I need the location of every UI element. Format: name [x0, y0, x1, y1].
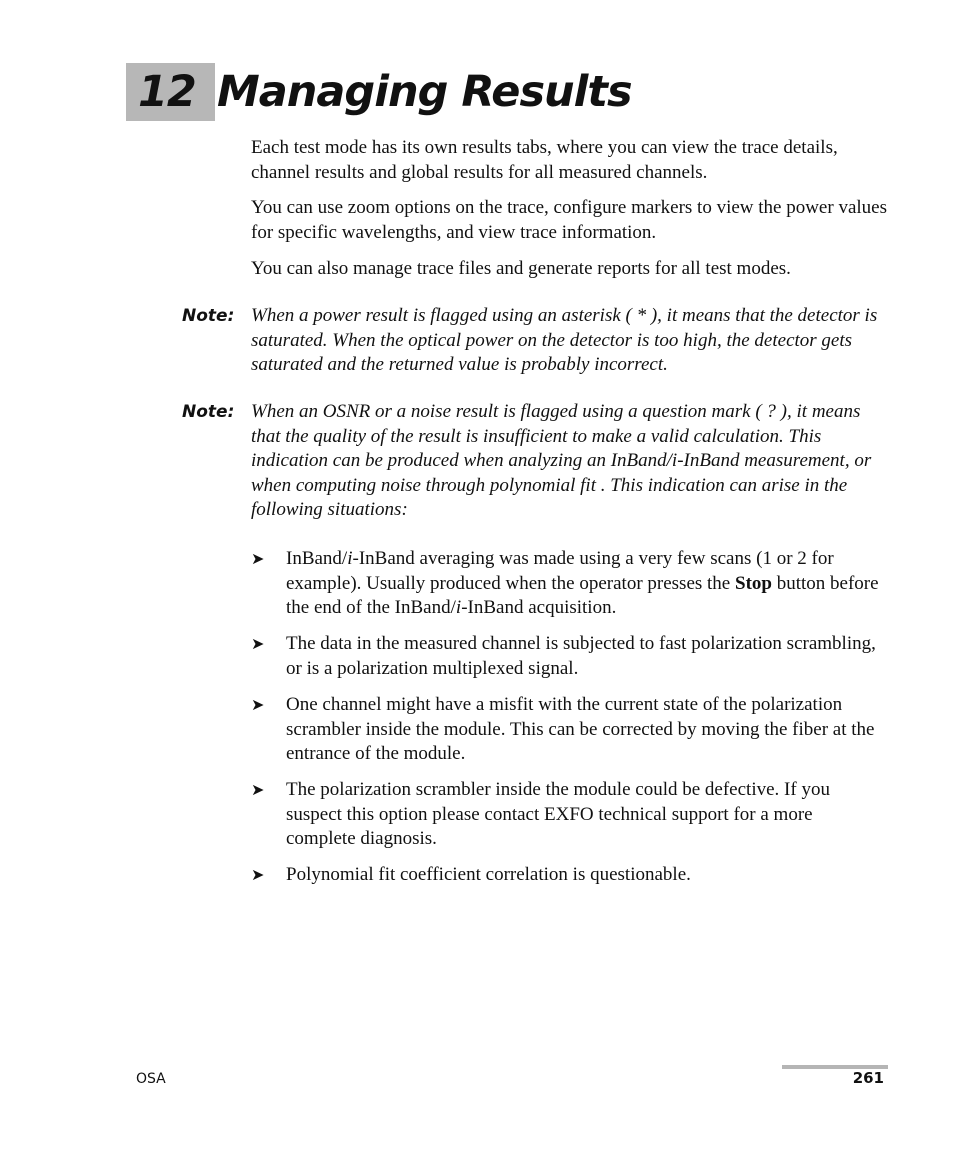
- intro-paragraph-2: You can use zoom options on the trace, configure markers to view the power values for specific wavelengths, and view trace information.: [251, 197, 887, 243]
- list-item: The polarization scrambler inside the module could be defective. If you suspect this option please contact EXFO technical support for a more complete diagnosis.: [286, 779, 830, 849]
- bullet-arrow-icon: ➤: [251, 695, 265, 714]
- note-text-2: When an OSNR or a noise result is flagged using a question mark ( ? ), it means that the quality of the result is insufficient to make a valid calculation. This indication can be produced when analyzing an InBand/i-InBand measurement, or when computing noise through polynomial fit . This indication can arise in the following situations:: [251, 401, 872, 520]
- chapter-number: 12: [138, 67, 196, 117]
- bullet-arrow-icon: ➤: [251, 634, 265, 653]
- intro-paragraph-1: Each test mode has its own results tabs, where you can view the trace details, channel results and global results for all measured channels.: [251, 137, 838, 183]
- bullet-arrow-icon: ➤: [251, 865, 265, 884]
- page-number: 261: [852, 1069, 884, 1087]
- note-text-1: When a power result is flagged using an asterisk ( * ), it means that the detector is saturated. When the optical power on the detector is too high, the detector gets saturated and the returned value is probably incorrect.: [251, 305, 878, 375]
- footer-product-name: OSA: [136, 1071, 166, 1087]
- bullet-arrow-icon: ➤: [251, 549, 265, 568]
- list-item: One channel might have a misfit with the current state of the polarization scrambler inside the module. This can be corrected by moving the fiber at the entrance of the module.: [286, 694, 875, 764]
- list-item: The data in the measured channel is subjected to fast polarization scrambling, or is a polarization multiplexed signal.: [286, 633, 876, 679]
- note-label-1: Note:: [182, 306, 235, 326]
- intro-paragraph-3: You can also manage trace files and generate reports for all test modes.: [251, 258, 791, 279]
- list-item: InBand/i-InBand averaging was made using a very few scans (1 or 2 for example). Usually produced when the operator presses the Stop button before the end of the InBand/i-InBand acquisition.: [286, 548, 879, 618]
- bullet-arrow-icon: ➤: [251, 780, 265, 799]
- note-label-2: Note:: [182, 402, 235, 422]
- chapter-title: Managing Results: [217, 67, 632, 117]
- list-item: Polynomial fit coefficient correlation is questionable.: [286, 864, 691, 885]
